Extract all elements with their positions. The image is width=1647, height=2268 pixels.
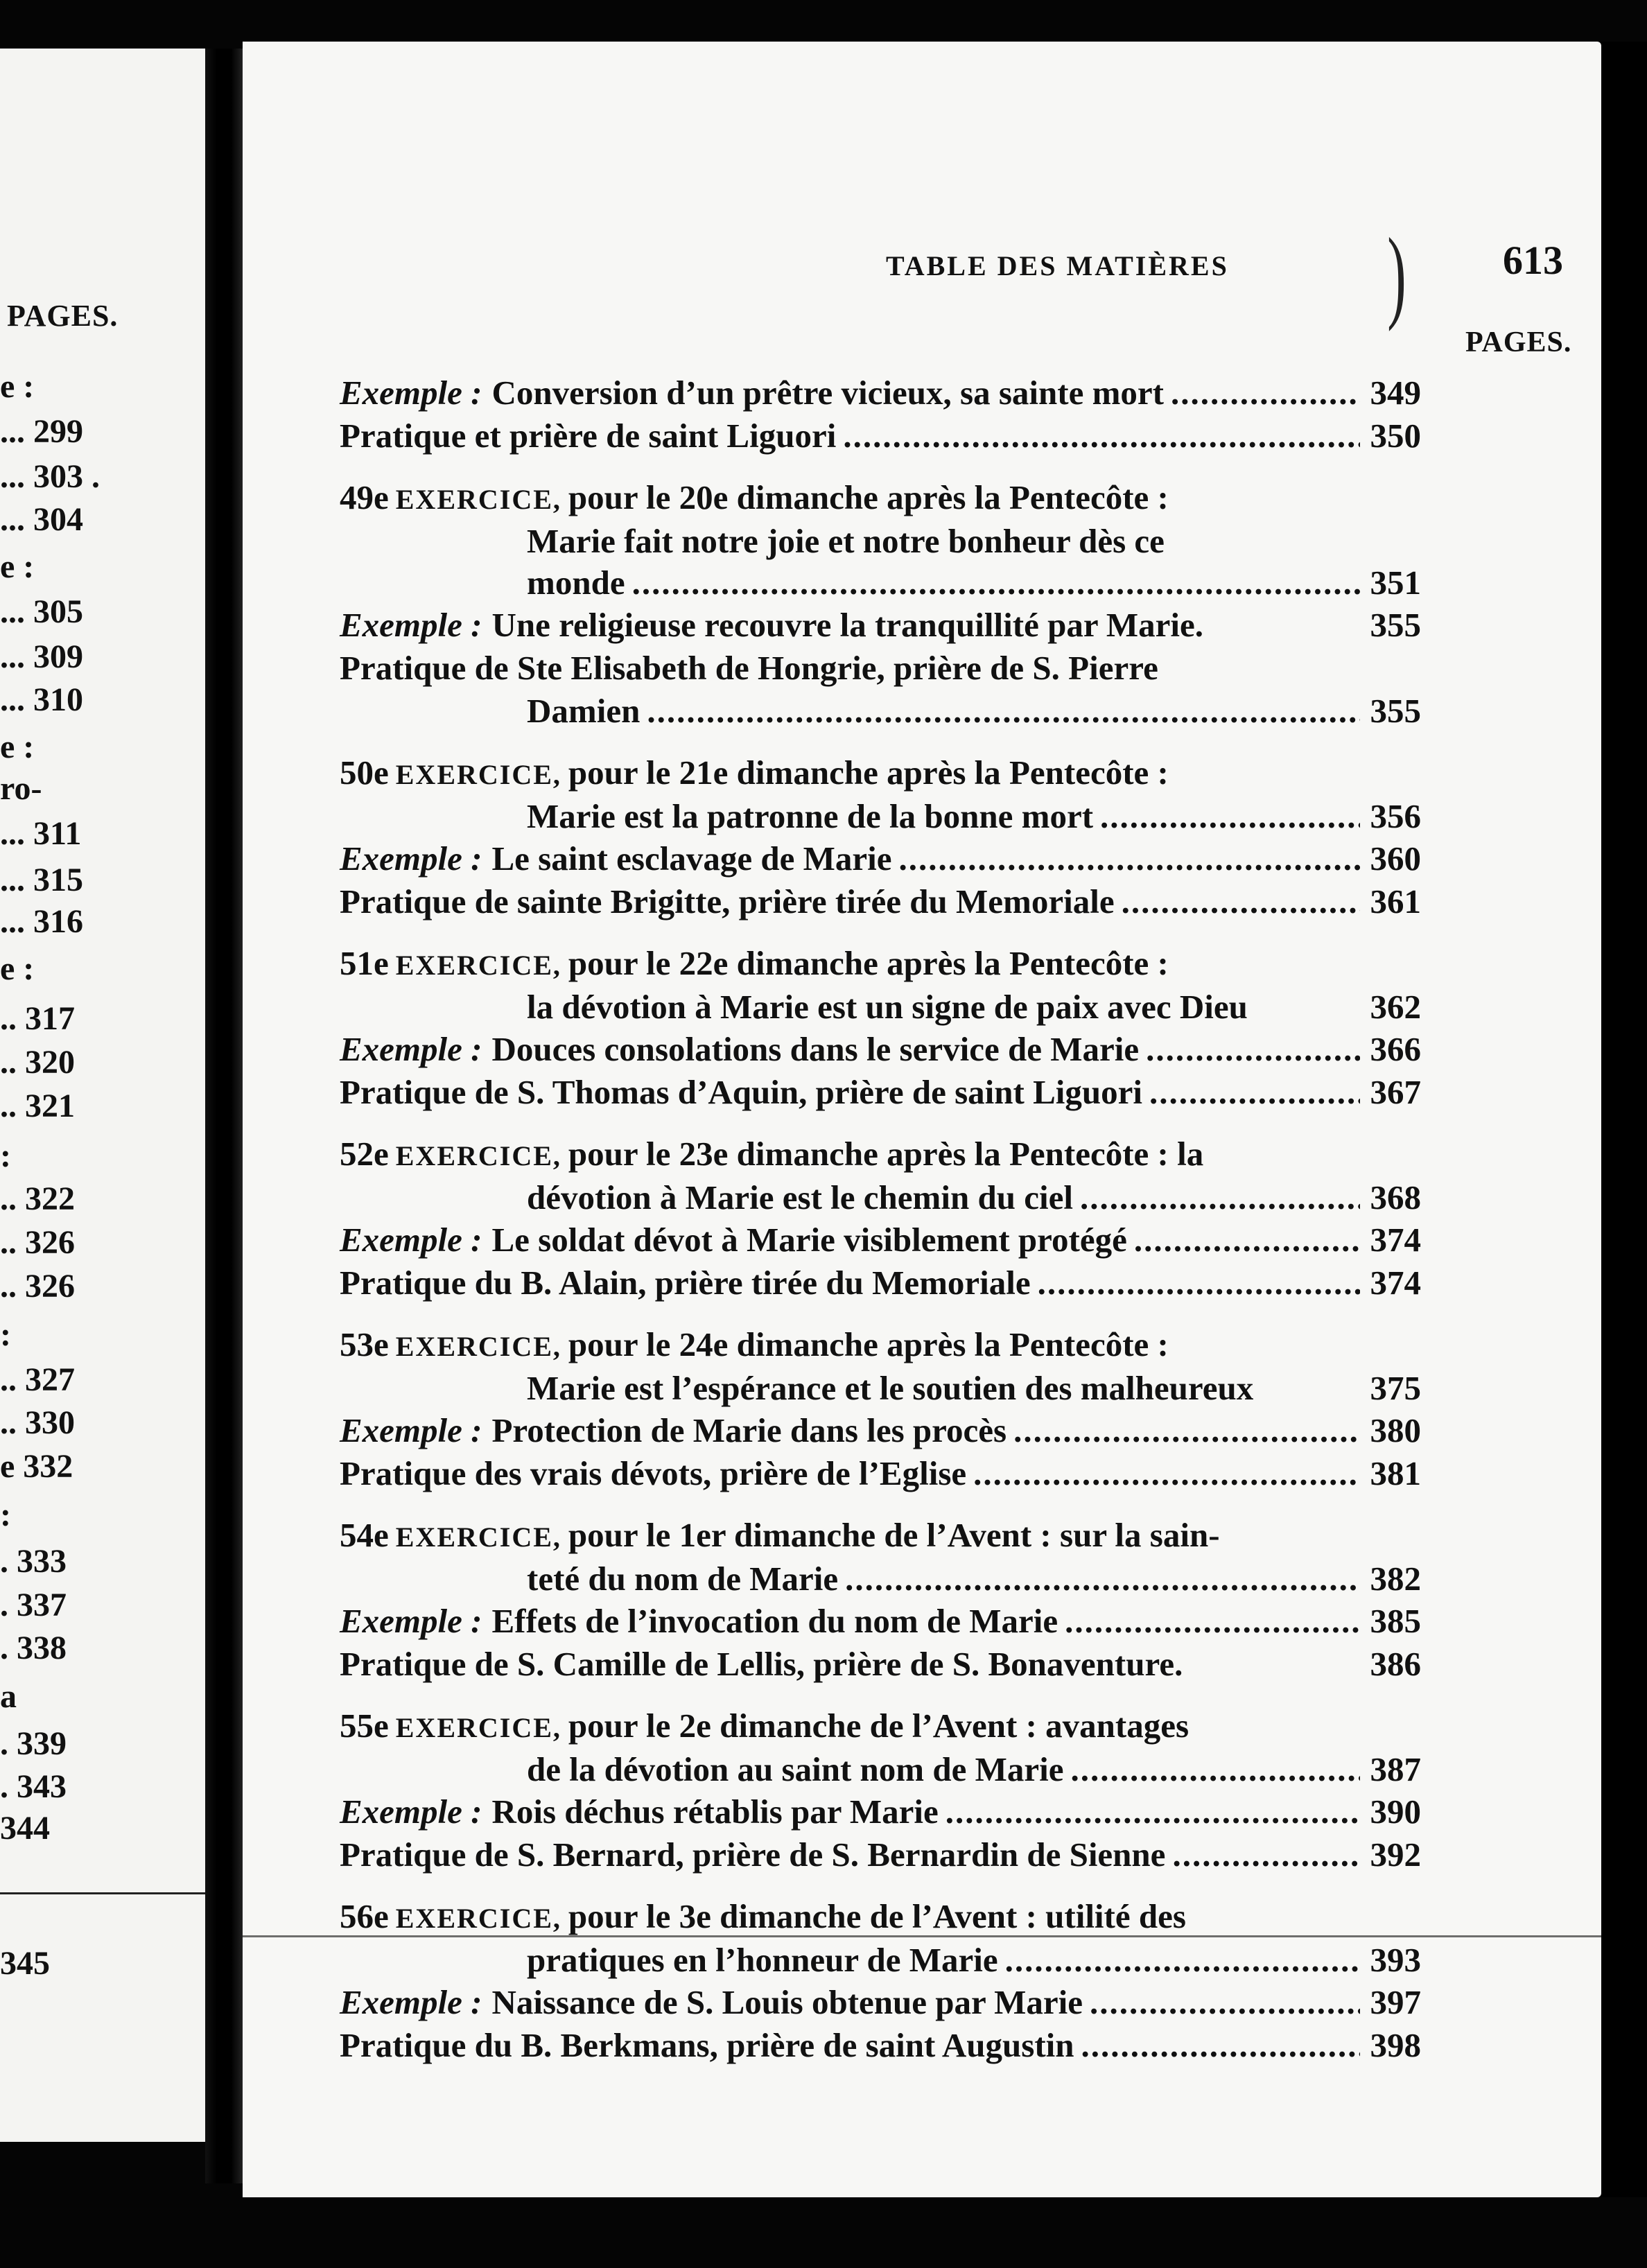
page-edge-shadow [1601,42,1647,2197]
left-page-line: . 339 [0,1725,67,1762]
exercice-text: pratiques en l’honneur de Marie [527,1941,998,1979]
entry-text: Protection de Marie dans les procès [491,1411,1007,1449]
left-page-line: . 337 [0,1587,67,1623]
toc-entry [340,837,1421,880]
exercice-keyword: EXERCICE, [395,1712,561,1743]
entry-page-number: 397 [1370,1983,1421,2021]
left-page-line: .. 327 [0,1361,75,1398]
leader-dots [1171,372,1360,415]
leader-dots [1100,796,1360,837]
exercice-text: Marie fait notre joie et notre bonheur dès ce [527,522,1165,560]
exercice-heading-text: pour le 24e dimanche après la Pentecôte : [568,1325,1169,1363]
entry-text: Pratique du B. Alain, prière tirée du Memoriale [340,1264,1031,1302]
left-page-line: 345 [0,1945,50,1982]
exercice-keyword: EXERCICE, [395,950,561,981]
entry-text: Le soldat dévot à Marie visiblement protégé [491,1221,1127,1259]
exercice-entry [340,1133,1421,1219]
leader-dots [1090,1981,1360,2024]
entry-page-number: 385 [1370,1602,1421,1640]
leader-dots [843,415,1360,457]
toc-entry [340,1262,1421,1305]
left-page-line: e : [0,368,35,405]
exercice-heading-text: pour le 21e dimanche après la Pentecôte : [568,753,1169,792]
left-page-line: .. 322 [0,1180,75,1217]
entry-page-number: 351 [1370,564,1421,602]
exercice-number: 50e [340,753,389,792]
left-page-line: .. 320 [0,1044,75,1081]
exercice-heading-start [340,752,1169,796]
entry-text: Pratique de sainte Brigitte, prière tirée du Memoriale [340,882,1115,921]
entry-page-number: 355 [1370,692,1421,730]
entry-text: Pratique des vrais dévots, prière de l’Eglise [340,1454,967,1492]
entry-page-number: 387 [1370,1750,1421,1788]
left-page-line: ... 310 [0,681,83,718]
leader-dots [1070,1749,1360,1790]
leader-dots [946,1790,1360,1833]
exercice-heading-start [340,943,1169,986]
entry-page-number: 361 [1370,882,1421,921]
exercice-heading-text: pour le 2e dimanche de l’Avent : avantages [568,1707,1190,1745]
entry-label: Exemple : [340,1983,482,2021]
entry-label: Exemple : [340,1792,482,1831]
left-page-line: 344 [0,1810,50,1847]
leader-dots [973,1452,1360,1495]
leader-dots [1005,1939,1360,1981]
exercice-heading-text: pour le 3e dimanche de l’Avent : utilité des [568,1897,1186,1935]
left-page-line: a [0,1678,17,1715]
entry-text: Le saint esclavage de Marie [491,839,892,878]
exercice-heading-start [340,1324,1169,1368]
exercice-heading-start [340,1133,1203,1177]
left-page-line: : [0,1497,11,1533]
entry-page-number: 355 [1370,606,1421,644]
toc-entry [340,415,1421,457]
left-page-line: .. 326 [0,1224,75,1261]
exercice-entry [340,1515,1421,1600]
entry-page-number: 382 [1370,1560,1421,1598]
exercice-number: 53e [340,1325,389,1363]
exercice-last-line [340,986,1421,1028]
left-page-line: ro- [0,770,42,807]
exercice-heading-text: pour le 1er dimanche de l’Avent : sur la sain- [568,1516,1220,1554]
exercice-entry [340,752,1421,837]
toc-entry [340,1452,1421,1495]
exercice-text: la dévotion à Marie est un signe de paix avec Dieu [527,988,1248,1026]
exercice-keyword: EXERCICE, [395,1903,561,1934]
left-page-line: ... 304 [0,501,83,538]
exercice-number: 52e [340,1135,389,1173]
exercice-heading [340,1133,1421,1177]
left-page-line: .. 321 [0,1088,75,1124]
entry-page-number: 381 [1370,1454,1421,1492]
entry-page-number: 393 [1370,1941,1421,1979]
entry-page-number: 380 [1370,1411,1421,1449]
exercice-heading-start [340,1705,1189,1749]
exercice-keyword: EXERCICE, [395,1521,561,1553]
entry-text: Pratique de Ste Elisabeth de Hongrie, prière de S. Pierre [340,649,1158,687]
toc-entry [340,604,1421,647]
exercice-text: de la dévotion au saint nom de Marie [527,1750,1064,1788]
entry-text: Pratique de S. Thomas d’Aquin, prière de saint Liguori [340,1073,1143,1111]
left-page-line: ... 309 [0,638,83,675]
left-page-line: . 333 [0,1543,67,1580]
entry-page-number: 390 [1370,1792,1421,1831]
entry-page-number: 386 [1370,1645,1421,1683]
exercice-heading [340,1896,1421,1939]
entry-page-number: 362 [1370,988,1421,1026]
table-of-contents [340,372,1421,2067]
exercice-entry [340,1324,1421,1409]
left-page-line: : [0,1316,11,1353]
toc-entry [340,880,1421,923]
leader-dots [1172,1833,1360,1876]
entry-text: Naissance de S. Louis obtenue par Marie [491,1983,1083,2021]
exercice-heading [340,943,1421,986]
exercice-entry [340,943,1421,1028]
toc-entry [340,1219,1421,1262]
exercice-keyword: EXERCICE, [395,759,561,790]
leader-dots [1080,1177,1360,1219]
left-pages-label: PAGES. [7,299,119,333]
exercice-heading [340,1324,1421,1368]
exercice-heading-start [340,1896,1186,1939]
entry-text: Une religieuse recouvre la tranquillité par Marie. [491,606,1204,644]
toc-entry [340,1600,1421,1643]
exercice-last-line [340,1749,1421,1790]
left-page-line: ... 315 [0,862,83,898]
leader-dots [1122,880,1360,923]
left-page-line: : [0,1137,11,1174]
toc-entry [340,647,1421,733]
entry-text: Pratique de S. Bernard, prière de S. Bernardin de Sienne [340,1835,1166,1874]
left-page-line: .. 330 [0,1404,75,1441]
entry-text: Pratique et prière de saint Liguori [340,417,837,455]
left-page-line: ... 316 [0,903,83,940]
exercice-heading [340,752,1421,796]
leader-dots [845,1558,1360,1600]
pages-column-label: PAGES. [1465,326,1572,358]
entry-label: Exemple : [340,1030,482,1068]
entry-page-number: 374 [1370,1264,1421,1302]
book-page [243,42,1601,2197]
entry-page-number: 398 [1370,2026,1421,2064]
entry-text: Conversion d’un prêtre vicieux, sa sainte mort [491,374,1164,412]
exercice-last-line [340,562,1421,604]
left-page-line: e : [0,950,35,987]
leader-dots [898,837,1360,880]
exercice-heading [340,1515,1421,1558]
left-page-line: ... 311 [0,815,82,852]
entry-text: Douces consolations dans le service de Marie [491,1030,1140,1068]
left-page-line: ... 303 . [0,458,100,495]
entry-page-number: 367 [1370,1073,1421,1111]
left-page-rule [0,1892,205,1894]
exercice-last-line [340,1177,1421,1219]
entry-page-number: 356 [1370,797,1421,835]
left-page-line: . 343 [0,1768,67,1805]
exercice-heading-start [340,1515,1220,1558]
entry-page-number: 350 [1370,417,1421,455]
leader-dots [1065,1600,1360,1643]
page-number: 613 [1503,238,1563,283]
entry-text: Rois déchus rétablis par Marie [491,1792,939,1831]
exercice-keyword: EXERCICE, [395,1140,561,1171]
book-gutter [205,49,243,2183]
previous-page-fragment [0,49,205,2142]
exercice-number: 54e [340,1516,389,1554]
exercice-heading-text: pour le 22e dimanche après la Pentecôte : [568,944,1169,982]
toc-entry [340,1833,1421,1876]
exercice-keyword: EXERCICE, [395,1331,561,1362]
entry-page-number: 375 [1370,1369,1421,1407]
exercice-entry [340,1896,1421,1981]
toc-entry [340,2024,1421,2067]
exercice-heading [340,1705,1421,1749]
running-head: TABLE DES MATIÈRES [886,250,1229,281]
entry-page-number: 349 [1370,374,1421,412]
exercice-number: 55e [340,1707,389,1745]
toc-entry [340,1071,1421,1114]
entry-label: Exemple : [340,374,482,412]
exercice-text: monde [527,564,625,602]
exercice-last-line [340,1368,1421,1409]
brace-mark: ) [1387,217,1406,332]
exercice-keyword: EXERCICE, [395,484,561,515]
leader-dots [1149,1071,1360,1114]
entry-label: Exemple : [340,1602,482,1640]
exercice-last-line [340,1939,1421,1981]
exercice-heading-start [340,477,1169,521]
entry-label: Exemple : [340,1411,482,1449]
exercice-number: 51e [340,944,389,982]
leader-dots [647,690,1360,733]
exercice-number: 56e [340,1897,389,1935]
exercice-heading [340,477,1421,521]
exercice-text: Marie est l’espérance et le soutien des malheureux [527,1369,1254,1407]
exercice-heading-text: pour le 20e dimanche après la Pentecôte : [568,478,1169,516]
entry-label: Exemple : [340,606,482,644]
entry-last-line [340,690,1421,733]
left-page-line: e : [0,729,35,765]
exercice-text: teté du nom de Marie [527,1560,839,1598]
exercice-entry [340,1705,1421,1790]
entry-text: Pratique du B. Berkmans, prière de saint Augustin [340,2026,1074,2064]
toc-entry [340,1028,1421,1071]
left-page-line: .. 326 [0,1268,75,1305]
exercice-number: 49e [340,478,389,516]
leader-dots [1146,1028,1360,1071]
left-page-line: e : [0,548,35,585]
leader-dots [1134,1219,1360,1262]
toc-entry [340,1409,1421,1452]
left-page-line: ... 305 [0,593,83,630]
exercice-heading-text: pour le 23e dimanche après la Pentecôte : la [568,1135,1204,1173]
page-rule [243,1935,1601,1937]
entry-page-number: 368 [1370,1178,1421,1216]
entry-text: Pratique de S. Camille de Lellis, prière de S. Bonaventure. [340,1645,1183,1683]
toc-entry [340,1790,1421,1833]
leader-dots [632,562,1360,604]
exercice-last-line [340,1558,1421,1600]
entry-page-number: 360 [1370,839,1421,878]
exercice-text: Marie est la patronne de la bonne mort [527,797,1094,835]
entry-page-number: 366 [1370,1030,1421,1068]
entry-page-number: 392 [1370,1835,1421,1874]
toc-entry [340,1981,1421,2024]
left-page-line: .. 317 [0,1000,75,1037]
exercice-entry [340,477,1421,604]
exercice-text: dévotion à Marie est le chemin du ciel [527,1178,1073,1216]
leader-dots [1013,1409,1360,1452]
toc-entry [340,372,1421,415]
entry-page-number: 374 [1370,1221,1421,1259]
entry-label: Exemple : [340,1221,482,1259]
toc-entry [340,1643,1421,1686]
entry-text: Effets de l’invocation du nom de Marie [491,1602,1058,1640]
left-page-line: . 338 [0,1630,67,1666]
exercice-last-line [340,796,1421,837]
leader-dots [1038,1262,1360,1305]
left-page-line: ... 299 [0,413,83,450]
entry-first-line [340,647,1421,690]
leader-dots [1081,2024,1360,2067]
exercice-line [340,521,1421,562]
entry-text-continued: Damien [527,692,640,730]
left-page-line: e 332 [0,1448,73,1485]
entry-label: Exemple : [340,839,482,878]
